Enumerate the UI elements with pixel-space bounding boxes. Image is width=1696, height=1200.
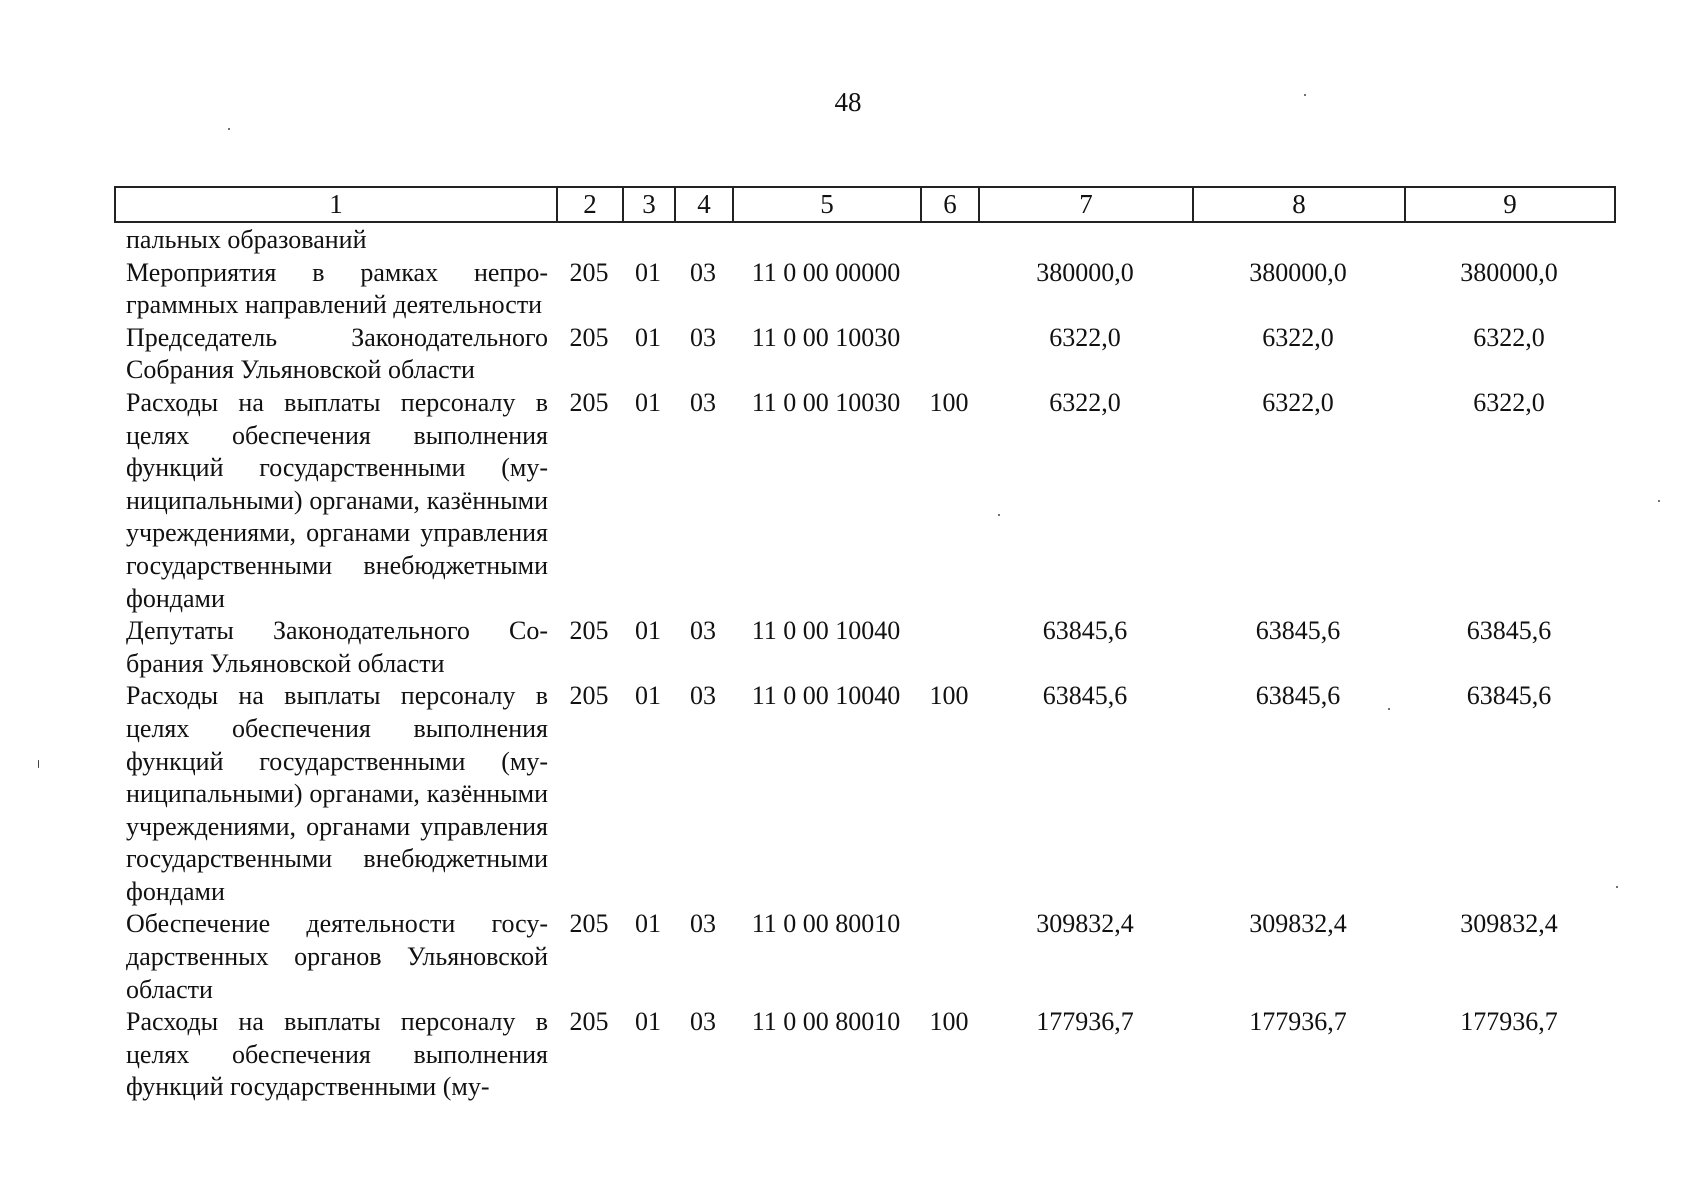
table-row xyxy=(114,224,1614,257)
row-description: Расходы на выплаты персоналу в целях обеспечения выполнения функций государственными (му- xyxy=(126,1007,548,1102)
cell-amount-8: 63845,6 xyxy=(1255,681,1341,711)
cell-admin-code: 205 xyxy=(569,1007,609,1037)
page-number: 48 xyxy=(834,87,862,117)
row-description: пальных образований xyxy=(126,225,367,254)
cell-amount-7: 309832,4 xyxy=(1036,909,1134,939)
row-description: Председатель Законодательного Собрания Ульяновской области xyxy=(126,322,548,385)
column-header-8: 8 xyxy=(1193,187,1405,222)
cell-amount-9: 6322,0 xyxy=(1473,322,1545,352)
cell-amount-7: 380000,0 xyxy=(1036,257,1134,287)
cell-admin-code: 205 xyxy=(569,387,609,417)
column-header-3: 3 xyxy=(623,187,675,222)
column-header-2: 2 xyxy=(557,187,623,222)
cell-amount-7: 6322,0 xyxy=(1049,322,1121,352)
scan-speck xyxy=(228,128,230,130)
cell-target-article: 11 0 00 80010 xyxy=(751,909,901,939)
cell-expense-type: 100 xyxy=(929,387,969,417)
cell-amount-9: 63845,6 xyxy=(1466,681,1552,711)
cell-expense-type xyxy=(920,322,978,387)
scan-speck xyxy=(1304,94,1306,96)
cell-expense-type: 100 xyxy=(929,681,969,711)
column-header-row xyxy=(114,186,1616,223)
cell-expense-type xyxy=(920,224,978,257)
cell-section: 01 xyxy=(635,909,661,939)
cell-amount-8: 6322,0 xyxy=(1262,387,1334,417)
cell-target-article: 11 0 00 10040 xyxy=(751,616,901,646)
column-header-5: 5 xyxy=(733,187,921,222)
scan-speck xyxy=(1658,500,1660,502)
cell-amount-9: 63845,6 xyxy=(1466,616,1552,646)
table-row xyxy=(114,908,1614,1006)
column-header-1: 1 xyxy=(115,187,557,222)
cell-amount-8: 177936,7 xyxy=(1249,1007,1347,1037)
cell-admin-code xyxy=(556,224,622,257)
cell-amount-8: 6322,0 xyxy=(1262,322,1334,352)
cell-expense-type xyxy=(920,257,978,322)
cell-amount-9 xyxy=(1404,224,1614,257)
cell-subsection: 03 xyxy=(690,909,716,939)
scan-speck xyxy=(1616,886,1618,888)
cell-target-article: 11 0 00 10040 xyxy=(751,681,901,711)
cell-amount-7: 63845,6 xyxy=(1042,616,1128,646)
cell-admin-code: 205 xyxy=(569,616,609,646)
table-row xyxy=(114,322,1614,387)
cell-amount-9: 177936,7 xyxy=(1460,1007,1558,1037)
table-row xyxy=(114,1006,1614,1104)
cell-subsection: 03 xyxy=(690,387,716,417)
cell-subsection: 03 xyxy=(690,616,716,646)
table-row xyxy=(114,257,1614,322)
table-row xyxy=(114,680,1614,908)
cell-amount-8: 380000,0 xyxy=(1249,257,1347,287)
cell-target-article: 11 0 00 80010 xyxy=(751,1007,901,1037)
column-header-4: 4 xyxy=(675,187,733,222)
cell-amount-8 xyxy=(1192,224,1404,257)
cell-admin-code: 205 xyxy=(569,909,609,939)
row-description: Мероприятия в рамках непрограммных направлений деятельности xyxy=(126,257,548,320)
cell-subsection: 03 xyxy=(690,1007,716,1037)
cell-amount-9: 6322,0 xyxy=(1473,387,1545,417)
column-header-7: 7 xyxy=(979,187,1193,222)
cell-section: 01 xyxy=(635,616,661,646)
cell-section: 01 xyxy=(635,1007,661,1037)
cell-amount-8: 309832,4 xyxy=(1249,909,1347,939)
cell-subsection: 03 xyxy=(690,257,716,287)
cell-section xyxy=(622,224,674,257)
scan-speck xyxy=(998,514,1000,516)
cell-subsection xyxy=(674,224,732,257)
cell-expense-type: 100 xyxy=(929,1007,969,1037)
table-row xyxy=(114,615,1614,680)
row-description: Расходы на выплаты персоналу в целях обеспечения выполнения функций государственными (муниципальными) органами, казёнными учреждениями, органами управления государственными внебюджетными фондами xyxy=(126,387,548,613)
cell-amount-9: 309832,4 xyxy=(1460,909,1558,939)
cell-section: 01 xyxy=(635,322,661,352)
cell-admin-code: 205 xyxy=(569,322,609,352)
cell-amount-7: 63845,6 xyxy=(1042,681,1128,711)
cell-expense-type xyxy=(920,908,978,1006)
table-row xyxy=(114,387,1614,615)
cell-target-article: 11 0 00 00000 xyxy=(751,257,901,287)
cell-admin-code: 205 xyxy=(569,257,609,287)
row-description: Расходы на выплаты персоналу в целях обеспечения выполнения функций государственными (муниципальными) органами, казёнными учреждениями, органами управления государственными внебюджетными фондами xyxy=(126,681,548,906)
cell-amount-7: 6322,0 xyxy=(1049,387,1121,417)
cell-section: 01 xyxy=(635,257,661,287)
column-header-6: 6 xyxy=(921,187,979,222)
cell-subsection: 03 xyxy=(690,681,716,711)
cell-amount-8: 63845,6 xyxy=(1255,616,1341,646)
cell-section: 01 xyxy=(635,387,661,417)
cell-target-article: 11 0 00 10030 xyxy=(751,387,901,417)
cell-amount-7: 177936,7 xyxy=(1036,1007,1134,1037)
row-description: Обеспечение деятельности государственных органов Ульяновской области xyxy=(126,909,548,1004)
cell-target-article xyxy=(732,224,920,257)
cell-amount-9: 380000,0 xyxy=(1460,257,1558,287)
row-description: Депутаты Законодательного Собрания Ульяновской области xyxy=(126,616,548,678)
budget-table xyxy=(114,224,1614,1104)
scan-speck xyxy=(1388,708,1390,710)
column-header-9: 9 xyxy=(1405,187,1615,222)
cell-section: 01 xyxy=(635,681,661,711)
cell-expense-type xyxy=(920,615,978,680)
cell-subsection: 03 xyxy=(690,322,716,352)
cell-target-article: 11 0 00 10030 xyxy=(751,322,901,352)
cell-amount-7 xyxy=(978,224,1192,257)
scan-speck xyxy=(38,760,39,768)
cell-admin-code: 205 xyxy=(569,681,609,711)
